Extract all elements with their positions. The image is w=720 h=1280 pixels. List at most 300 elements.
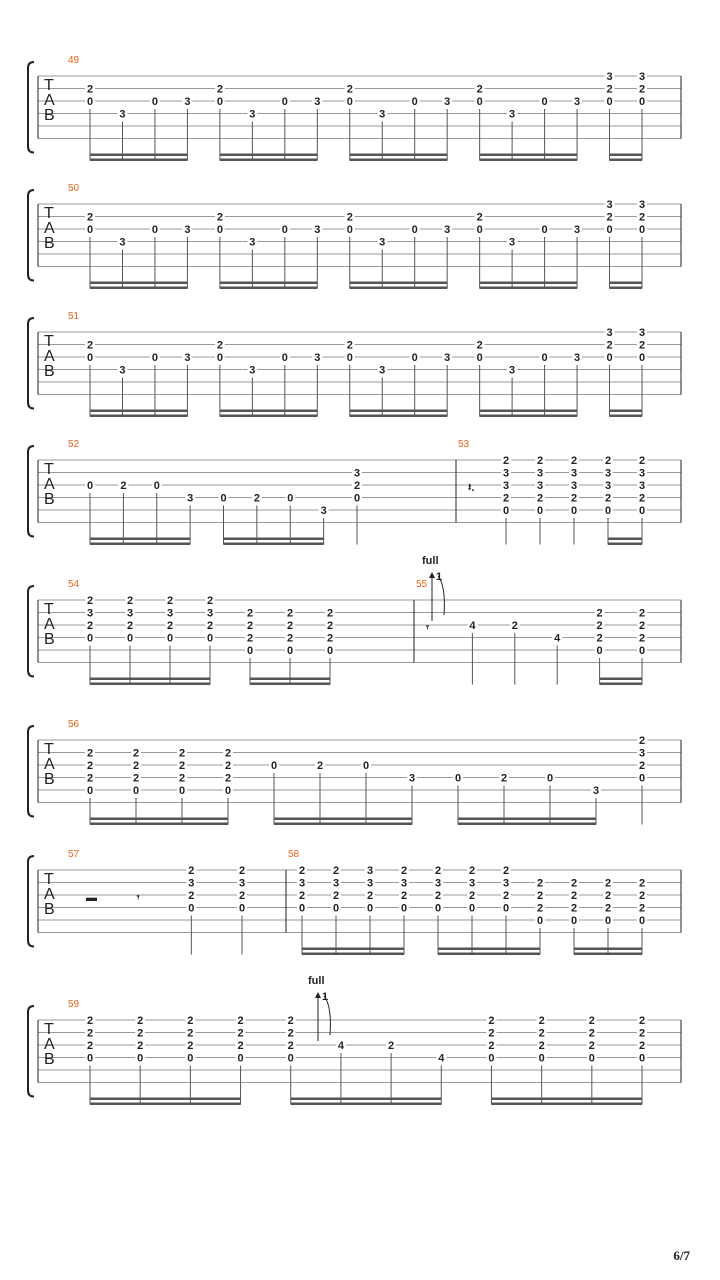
fret-number: 0 <box>281 224 288 236</box>
fret-number: 2 <box>86 1027 94 1040</box>
tab-clef-letter: A <box>44 476 55 493</box>
fret-number: 2 <box>86 211 94 224</box>
tab-clef-letter: A <box>44 886 55 903</box>
fret-number: 3 <box>184 224 191 236</box>
note-beam <box>350 410 447 413</box>
fret-number: 2 <box>638 492 646 505</box>
fret-number: 0 <box>216 96 223 108</box>
fret-number: 3 <box>604 467 612 480</box>
fret-number: 3 <box>366 865 374 877</box>
note-beam <box>458 823 596 826</box>
fret-number: 0 <box>541 96 548 108</box>
note-beam <box>458 818 596 821</box>
fret-number: 2 <box>388 1040 395 1052</box>
fret-number: 0 <box>468 902 476 915</box>
fret-number: 2 <box>502 455 510 467</box>
note-beam <box>350 159 447 162</box>
tab-clef-letter: B <box>44 363 55 380</box>
fret-number: 0 <box>502 505 510 517</box>
fret-number: 2 <box>536 455 544 467</box>
fret-number: 2 <box>606 83 613 96</box>
note-beam <box>350 415 447 418</box>
note-beam <box>480 410 577 413</box>
fret-number: 0 <box>536 915 544 927</box>
fret-number: 2 <box>502 890 510 902</box>
fret-number: 3 <box>320 505 327 517</box>
fret-number: 3 <box>314 96 321 108</box>
fret-number: 2 <box>188 865 195 877</box>
note-beam <box>250 683 330 686</box>
fret-number: 2 <box>588 1015 595 1027</box>
fret-number: 2 <box>488 1027 495 1040</box>
fret-number: 0 <box>541 352 548 364</box>
fret-number: 3 <box>606 327 613 339</box>
note-beam <box>274 823 412 826</box>
fret-number: 2 <box>246 632 254 645</box>
fret-number: 0 <box>588 1052 595 1065</box>
fret-number: 3 <box>119 236 126 249</box>
note-beam <box>220 415 317 418</box>
staff-system <box>28 439 681 545</box>
fret-number: 3 <box>238 877 246 890</box>
fret-number: 0 <box>246 645 254 657</box>
bend-arrowhead <box>315 992 321 998</box>
note-beam <box>350 282 447 285</box>
note-beam <box>224 543 324 546</box>
note-beam <box>250 678 330 681</box>
fret-number: 3 <box>502 877 510 890</box>
fret-number: 0 <box>237 1052 244 1065</box>
fret-number: 2 <box>224 747 232 760</box>
fret-number: 0 <box>604 915 612 927</box>
fret-number: 4 <box>438 1052 445 1065</box>
note-beam <box>574 953 642 956</box>
fret-number: 3 <box>119 364 126 377</box>
fret-number: 0 <box>151 96 159 108</box>
fret-number: 3 <box>379 236 386 249</box>
bend-value: 1 <box>436 571 443 583</box>
fret-number: 0 <box>570 505 578 517</box>
fret-number: 0 <box>206 632 214 645</box>
fret-number: 3 <box>638 480 646 492</box>
fret-number: 2 <box>536 877 544 890</box>
fret-number: 3 <box>536 480 544 492</box>
fret-number: 2 <box>326 620 334 632</box>
note-beam <box>90 543 190 546</box>
fret-number: 0 <box>638 224 646 236</box>
fret-number: 0 <box>638 352 646 364</box>
fret-number: 0 <box>86 632 94 645</box>
rest-symbol: 𝄾 <box>136 892 140 904</box>
tab-clef-letter: A <box>44 756 55 773</box>
tab-clef-letter: B <box>44 491 55 508</box>
fret-number: 0 <box>224 785 232 797</box>
fret-number: 2 <box>638 632 646 645</box>
fret-number: 3 <box>166 607 174 620</box>
fret-number: 2 <box>86 1015 94 1027</box>
fret-number: 3 <box>379 108 386 121</box>
fret-number: 2 <box>253 492 260 505</box>
system-bracket <box>28 586 34 677</box>
fret-number: 4 <box>469 620 476 632</box>
note-beam <box>350 287 447 290</box>
fret-number: 2 <box>606 339 613 352</box>
fret-number: 2 <box>237 1015 244 1027</box>
fret-number: 3 <box>509 108 516 121</box>
fret-number: 0 <box>151 352 159 364</box>
note-beam <box>480 282 577 285</box>
fret-number: 3 <box>606 199 613 211</box>
note-beam <box>574 948 642 951</box>
system-bracket <box>28 856 34 947</box>
fret-number: 2 <box>638 1015 646 1027</box>
note-beam <box>608 543 642 546</box>
tab-clef-letter: B <box>44 107 55 124</box>
fret-number: 0 <box>606 96 613 108</box>
fret-number: 2 <box>326 607 334 620</box>
fret-number: 2 <box>468 890 476 902</box>
fret-number: 2 <box>287 1015 294 1027</box>
fret-number: 2 <box>206 595 214 607</box>
fret-number: 2 <box>287 1040 294 1052</box>
fret-number: 0 <box>411 352 418 364</box>
fret-number: 3 <box>86 607 94 620</box>
fret-number: 3 <box>573 96 581 108</box>
fret-number: 0 <box>216 224 223 236</box>
tab-clef-letter: B <box>44 1051 55 1068</box>
fret-number: 3 <box>126 607 134 620</box>
system-bracket <box>28 318 34 409</box>
fret-number: 2 <box>287 1027 294 1040</box>
measure-number: 49 <box>68 55 80 66</box>
fret-number: 2 <box>468 865 476 877</box>
measure-number: 53 <box>458 439 470 450</box>
fret-number: 3 <box>638 71 646 83</box>
measure-number: 59 <box>68 999 80 1010</box>
fret-number: 2 <box>596 607 603 620</box>
fret-number: 2 <box>570 902 578 915</box>
fret-number: 3 <box>188 877 195 890</box>
note-beam <box>480 154 577 157</box>
fret-number: 2 <box>298 890 306 902</box>
fret-number: 0 <box>476 224 483 236</box>
fret-number: 0 <box>178 785 186 797</box>
note-beam <box>90 415 187 418</box>
fret-number: 2 <box>346 211 353 224</box>
fret-number: 2 <box>476 211 483 224</box>
fret-number: 3 <box>573 224 581 236</box>
measure-number: 56 <box>68 719 80 730</box>
fret-number: 2 <box>511 620 518 632</box>
fret-number: 2 <box>166 620 174 632</box>
fret-number: 0 <box>346 96 353 108</box>
fret-number: 0 <box>166 632 174 645</box>
fret-number: 3 <box>249 236 256 249</box>
fret-number: 0 <box>596 645 603 657</box>
fret-number: 2 <box>638 1027 646 1040</box>
fret-number: 2 <box>596 632 603 645</box>
fret-number: 0 <box>238 902 246 915</box>
note-beam <box>90 683 210 686</box>
note-beam <box>610 282 642 285</box>
fret-number: 2 <box>137 1040 144 1052</box>
note-beam <box>90 159 187 162</box>
system-bracket <box>28 726 34 817</box>
fret-number: 2 <box>216 83 223 96</box>
fret-number: 0 <box>86 785 94 797</box>
fret-number: 2 <box>638 83 646 96</box>
fret-number: 3 <box>206 607 214 620</box>
fret-number: 2 <box>570 492 578 505</box>
fret-number: 2 <box>188 890 195 902</box>
note-beam <box>220 154 317 157</box>
fret-number: 2 <box>570 455 578 467</box>
fret-number: 0 <box>362 760 370 772</box>
note-beam <box>438 948 540 951</box>
tab-clef-letter: T <box>44 77 54 94</box>
note-beam <box>274 818 412 821</box>
fret-number: 0 <box>488 1052 495 1065</box>
fret-number: 2 <box>286 620 294 632</box>
fret-number: 2 <box>246 620 254 632</box>
fret-number: 0 <box>220 492 227 505</box>
fret-number: 4 <box>554 632 561 645</box>
note-beam <box>350 154 447 157</box>
tab-clef-letter: B <box>44 901 55 918</box>
fret-number: 2 <box>538 1015 545 1027</box>
fret-number: 2 <box>132 760 140 772</box>
fret-number: 0 <box>86 352 94 364</box>
fret-number: 3 <box>468 877 476 890</box>
fret-number: 2 <box>536 902 544 915</box>
fret-number: 2 <box>346 83 353 96</box>
fret-number: 2 <box>538 1040 545 1052</box>
fret-number: 0 <box>332 902 340 915</box>
fret-number: 2 <box>500 772 508 785</box>
staff-system <box>28 579 681 685</box>
fret-number: 2 <box>206 620 214 632</box>
fret-number: 2 <box>224 772 232 785</box>
fret-number: 2 <box>476 83 483 96</box>
note-beam <box>600 678 642 681</box>
fret-number: 2 <box>126 620 134 632</box>
fret-number: 2 <box>298 865 306 877</box>
fret-number: 2 <box>638 1040 646 1052</box>
fret-number: 2 <box>604 455 612 467</box>
fret-number: 2 <box>638 877 646 890</box>
fret-number: 2 <box>178 747 186 760</box>
fret-number: 2 <box>366 890 374 902</box>
note-beam <box>610 159 642 162</box>
fret-number: 3 <box>184 96 191 108</box>
fret-number: 2 <box>86 760 94 772</box>
fret-number: 0 <box>476 96 483 108</box>
tab-clef-letter: T <box>44 741 54 758</box>
note-beam <box>610 410 642 413</box>
tab-clef-letter: B <box>44 631 55 648</box>
fret-number: 2 <box>604 877 612 890</box>
fret-number: 3 <box>314 224 321 236</box>
fret-number: 2 <box>132 772 140 785</box>
fret-number: 0 <box>126 632 134 645</box>
note-beam <box>600 683 642 686</box>
note-beam <box>302 948 404 951</box>
fret-number: 2 <box>588 1040 595 1052</box>
note-beam <box>90 538 190 541</box>
fret-number: 3 <box>638 199 646 211</box>
fret-number: 2 <box>638 735 646 747</box>
rest-symbol: ▬ <box>86 892 97 904</box>
fret-number: 0 <box>281 352 288 364</box>
fret-number: 2 <box>86 595 94 607</box>
page-number: 6/7 <box>673 1248 690 1263</box>
fret-number: 0 <box>281 96 288 108</box>
fret-number: 0 <box>270 760 278 772</box>
tab-clef-letter: T <box>44 461 54 478</box>
staff-system <box>28 849 681 955</box>
measure-number: 52 <box>68 439 80 450</box>
fret-number: 0 <box>411 224 418 236</box>
tab-clef-letter: A <box>44 220 55 237</box>
fret-number: 3 <box>509 364 516 377</box>
measure-number: 50 <box>68 183 80 194</box>
fret-number: 2 <box>86 83 94 96</box>
fret-number: 2 <box>536 492 544 505</box>
tab-clef-letter: A <box>44 616 55 633</box>
note-beam <box>220 287 317 290</box>
measure-number: 55 <box>416 579 428 590</box>
fret-number: 3 <box>444 96 451 108</box>
fret-number: 0 <box>153 480 160 492</box>
fret-number: 4 <box>337 1040 344 1052</box>
tab-clef-letter: T <box>44 871 54 888</box>
fret-number: 0 <box>502 902 510 915</box>
note-beam <box>480 287 577 290</box>
tab-clef-letter: A <box>44 1036 55 1053</box>
fret-number: 2 <box>238 865 246 877</box>
tab-clef-letter: A <box>44 348 55 365</box>
staff-system <box>28 311 681 417</box>
note-beam <box>608 538 642 541</box>
fret-number: 3 <box>249 364 256 377</box>
fret-number: 2 <box>120 480 127 492</box>
fret-number: 0 <box>606 352 613 364</box>
fret-number: 2 <box>166 595 174 607</box>
fret-number: 3 <box>573 352 581 364</box>
note-beam <box>90 678 210 681</box>
fret-number: 2 <box>588 1027 595 1040</box>
note-beam <box>90 818 228 821</box>
fret-number: 2 <box>638 760 646 772</box>
fret-number: 0 <box>638 96 646 108</box>
fret-number: 0 <box>86 480 94 492</box>
fret-number: 2 <box>332 865 340 877</box>
measure-number: 51 <box>68 311 80 322</box>
tab-clef-letter: B <box>44 771 55 788</box>
fret-number: 0 <box>638 505 646 517</box>
fret-number: 0 <box>86 96 94 108</box>
fret-number: 0 <box>454 772 462 785</box>
fret-number: 2 <box>536 890 544 902</box>
bend-arrowhead <box>429 572 435 578</box>
fret-number: 0 <box>151 224 159 236</box>
staff-system <box>28 719 681 825</box>
fret-number: 2 <box>286 632 294 645</box>
fret-number: 0 <box>536 505 544 517</box>
bend-label: full <box>308 975 325 987</box>
fret-number: 2 <box>286 607 294 620</box>
fret-number: 2 <box>216 339 223 352</box>
fret-number: 2 <box>238 890 246 902</box>
fret-number: 3 <box>353 467 361 480</box>
fret-number: 0 <box>326 645 334 657</box>
fret-number: 2 <box>606 211 613 224</box>
fret-number: 2 <box>187 1015 194 1027</box>
system-bracket <box>28 190 34 281</box>
fret-number: 2 <box>316 760 324 772</box>
system-bracket <box>28 62 34 153</box>
fret-number: 0 <box>216 352 223 364</box>
fret-number: 3 <box>444 224 451 236</box>
fret-number: 3 <box>332 877 340 890</box>
fret-number: 2 <box>400 890 408 902</box>
fret-number: 0 <box>546 772 554 785</box>
fret-number: 2 <box>224 760 232 772</box>
fret-number: 2 <box>570 890 578 902</box>
fret-number: 3 <box>379 364 386 377</box>
fret-number: 2 <box>86 747 94 760</box>
fret-number: 3 <box>606 71 613 83</box>
fret-number: 2 <box>353 480 361 492</box>
note-beam <box>90 1098 241 1101</box>
fret-number: 0 <box>538 1052 545 1065</box>
fret-number: 2 <box>216 211 223 224</box>
fret-number: 2 <box>638 455 646 467</box>
measure-number: 57 <box>68 849 80 860</box>
fret-number: 3 <box>366 877 374 890</box>
fret-number: 2 <box>332 890 340 902</box>
fret-number: 3 <box>298 877 306 890</box>
fret-number: 2 <box>596 620 603 632</box>
tab-clef-letter: B <box>44 235 55 252</box>
note-beam <box>291 1103 442 1106</box>
rest-symbol: 𝄽. <box>468 482 475 494</box>
fret-number: 0 <box>86 224 94 236</box>
tab-clef-letter: A <box>44 92 55 109</box>
bend-label: full <box>422 555 439 567</box>
fret-number: 3 <box>187 492 194 505</box>
note-beam <box>90 287 187 290</box>
fret-number: 2 <box>237 1040 244 1052</box>
note-beam <box>491 1098 642 1101</box>
note-beam <box>480 159 577 162</box>
fret-number: 3 <box>638 467 646 480</box>
note-beam <box>610 287 642 290</box>
note-beam <box>302 953 404 956</box>
fret-number: 2 <box>86 772 94 785</box>
note-beam <box>220 282 317 285</box>
fret-number: 0 <box>132 785 140 797</box>
fret-number: 3 <box>502 480 510 492</box>
note-beam <box>220 159 317 162</box>
note-beam <box>224 538 324 541</box>
fret-number: 3 <box>638 747 646 760</box>
fret-number: 2 <box>638 339 646 352</box>
measure-number: 54 <box>68 579 80 590</box>
fret-number: 0 <box>346 224 353 236</box>
fret-number: 0 <box>638 772 646 785</box>
fret-number: 2 <box>638 902 646 915</box>
